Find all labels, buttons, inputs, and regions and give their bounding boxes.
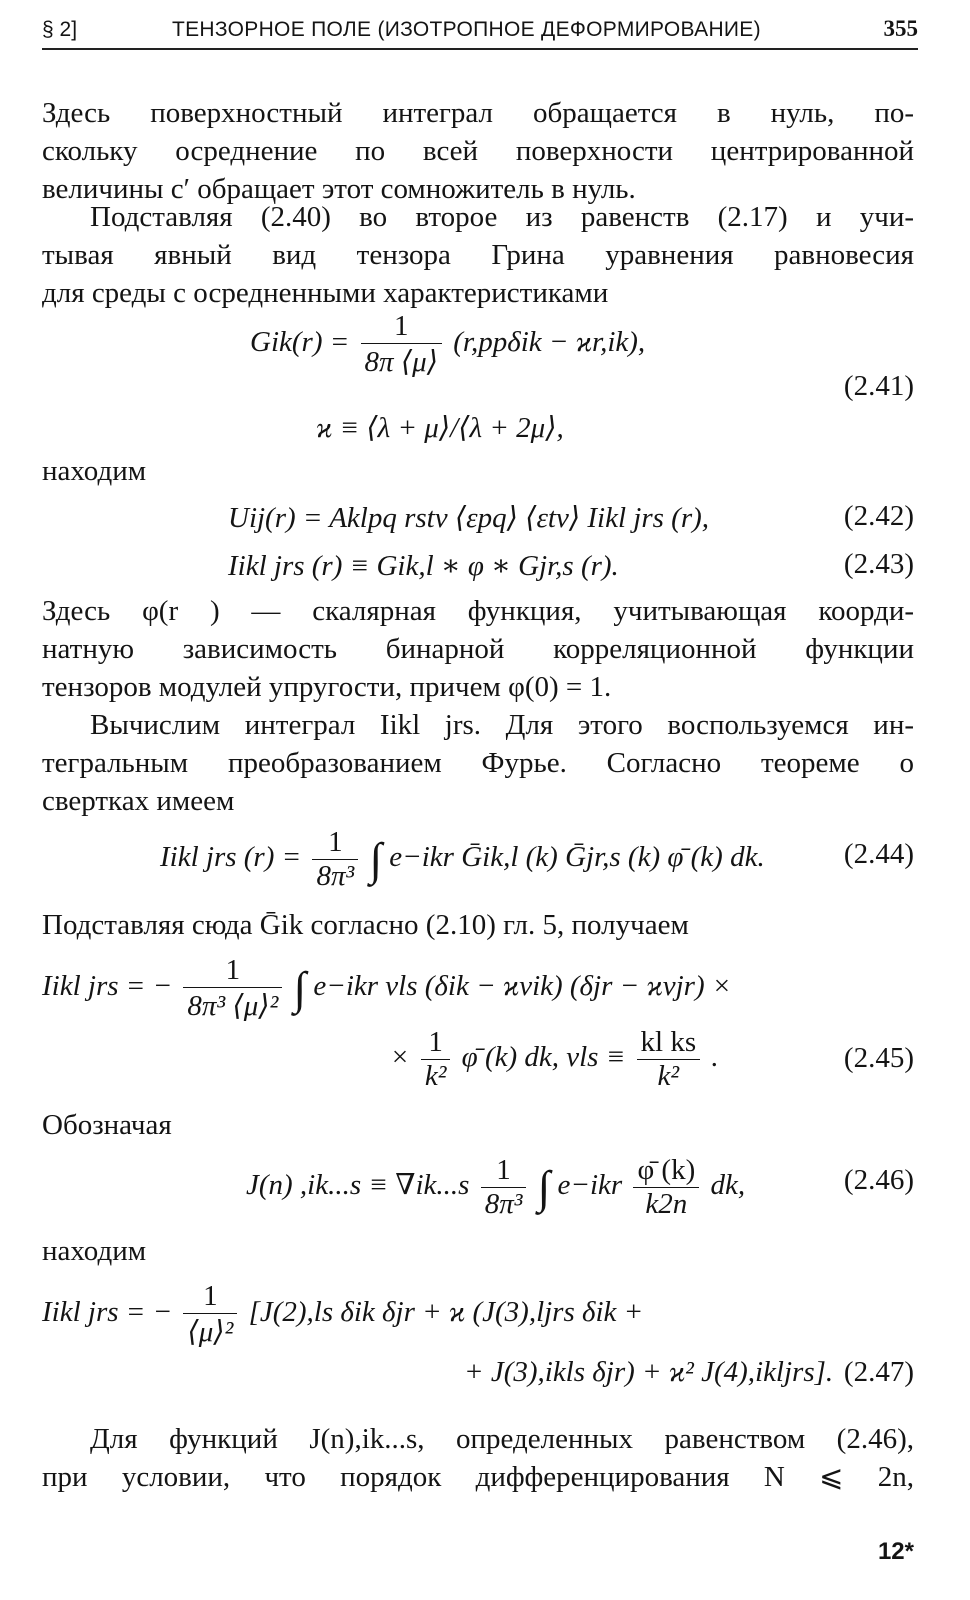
- eq245b-den1: k²: [424, 1060, 447, 1092]
- p4-line-3: свертках имеем: [42, 785, 235, 817]
- eq244-den: 8π³: [316, 860, 355, 892]
- p6-line-1: Для функций J(n),ik...s, определенных равенством (2.46),: [90, 1423, 914, 1455]
- p1-line-2: скольку осреднение по всей поверхности центрированной: [42, 135, 914, 167]
- p6-line-2: при условии, что порядок дифференцирования N ⩽ 2n,: [42, 1461, 914, 1493]
- eq247a-lhs: Iikl jrs = −: [42, 1296, 173, 1329]
- eq244-rhs: e−ikr Ḡik,l (k) Ḡjr,s (k) φ̄ (k) dk.: [389, 841, 765, 874]
- running-header: [42, 14, 918, 50]
- word-denoting: [42, 1106, 914, 1144]
- eqnum-2-44: (2.44): [843, 838, 914, 870]
- eq246-den2: k2n: [645, 1188, 688, 1220]
- eq244-lhs: Iikl jrs (r) =: [160, 841, 302, 874]
- p3-line-2: натную зависимость бинарной корреляционной функции: [42, 633, 914, 665]
- equation-2-45-line-1: [42, 954, 731, 1023]
- equation-2-42: Uij(r) = Aklpq rstv ⟨εpq⟩ ⟨εtv⟩ Iikl jrs (r),: [228, 502, 710, 534]
- eq245b-end: .: [711, 1041, 719, 1074]
- eq241a-rhs: (r,ppδik − ϰr,ik),: [453, 326, 646, 359]
- p4-line-2: тегральным преобразованием Фурье. Согласно теореме о: [42, 747, 914, 779]
- eq245b-fraction-2: [637, 1026, 701, 1093]
- p3-line-1: Здесь φ(r ) — скалярная функция, учитывающая коорди-: [42, 595, 914, 627]
- eq247a-num: 1: [183, 1280, 237, 1314]
- equation-2-43: Iikl jrs (r) ≡ Gik,l ∗ φ ∗ Gjr,s (r).: [228, 550, 619, 582]
- equation-2-45-line-2: [390, 1026, 719, 1093]
- eq244-fraction: [312, 826, 358, 893]
- paragraph-3: [42, 592, 914, 706]
- find-1-text: находим: [42, 455, 147, 487]
- eqnum-2-46: (2.46): [843, 1164, 914, 1196]
- equation-2-47-line-2: + J(3),ikls δjr) + ϰ² J(4),ikljrs].: [464, 1356, 834, 1388]
- paragraph-2: [42, 198, 914, 312]
- eq246-lhs: J(n) ,ik...s ≡ ∇ik...s: [246, 1169, 470, 1202]
- eq245a-den: 8π³ ⟨μ⟩²: [187, 990, 279, 1022]
- equation-2-41-green-tensor: [250, 310, 645, 379]
- p3-line-3: тензоров модулей упругости, причем φ(0) = 1.: [42, 671, 612, 703]
- equation-2-47-line-1: [42, 1280, 643, 1349]
- equation-2-41-kappa: ϰ ≡ ⟨λ + μ⟩/⟨λ + 2μ⟩,: [316, 412, 564, 444]
- eq245b-mid: φ̄ (k) dk, νls ≡: [461, 1041, 626, 1074]
- eq246-end: dk,: [710, 1169, 746, 1202]
- paragraph-1: [42, 94, 914, 208]
- word-find-2: [42, 1232, 914, 1270]
- eq245b-num1: 1: [421, 1026, 451, 1060]
- running-title: ТЕНЗОРНОЕ ПОЛЕ (ИЗОТРОПНОЕ ДЕФОРМИРОВАНИЕ): [172, 18, 761, 41]
- eq245a-num: 1: [183, 954, 282, 988]
- eqnum-2-42: (2.42): [843, 500, 914, 532]
- find-2-text: находим: [42, 1235, 147, 1267]
- eq241a-den: 8π ⟨μ⟩: [364, 346, 439, 378]
- eq247a-rhs: [J(2),ls δik δjr + ϰ (J(3),ljrs δik +: [248, 1296, 644, 1329]
- eq245b-pre: ×: [390, 1041, 410, 1074]
- integral-sign: ∫: [537, 1161, 551, 1213]
- p1-line-3: величины c′ обращает этот сомножитель в нуль.: [42, 173, 636, 205]
- eqnum-2-41: (2.41): [843, 370, 914, 402]
- eq241a-lhs: Gik(r) =: [250, 326, 350, 359]
- eqnum-2-43: (2.43): [843, 548, 914, 580]
- signature-mark: 12*: [877, 1538, 914, 1565]
- section-mark: § 2]: [42, 18, 78, 41]
- p5-line-1: Подставляя сюда Ḡik согласно (2.10) гл. 5, получаем: [42, 909, 689, 941]
- eq245a-lhs: Iikl jrs = −: [42, 970, 173, 1003]
- eq245b-num2: kl ks: [637, 1026, 701, 1060]
- p1-line-1: Здесь поверхностный интеграл обращается в нуль, по-: [42, 97, 914, 129]
- integral-sign: ∫: [293, 962, 307, 1014]
- denoting-text: Обозначая: [42, 1109, 172, 1141]
- eq244-num: 1: [312, 826, 358, 860]
- eq245b-fraction-1: [421, 1026, 451, 1093]
- equation-2-46: [246, 1154, 745, 1221]
- eq247a-den: ⟨μ⟩²: [187, 1316, 234, 1348]
- eq246-fraction-2: [633, 1154, 699, 1221]
- eq241a-fraction: [361, 310, 442, 379]
- eqnum-2-45: (2.45): [843, 1042, 914, 1074]
- eq245a-rhs: e−ikr νls (δik − ϰνik) (δjr − ϰνjr) ×: [313, 970, 732, 1003]
- eqnum-2-47: (2.47): [843, 1356, 914, 1388]
- eq241a-num: 1: [361, 310, 442, 344]
- p2-line-1: Подставляя (2.40) во второе из равенств (2.17) и учи-: [90, 201, 914, 233]
- p2-line-3: для среды с осредненными характеристиками: [42, 277, 609, 309]
- paragraph-6: [42, 1420, 914, 1496]
- eq246-num: 1: [481, 1154, 527, 1188]
- eq245b-den2: k²: [657, 1060, 680, 1092]
- eq246-num2: φ̄ (k): [633, 1154, 699, 1188]
- eq246-den: 8π³: [484, 1188, 523, 1220]
- eq246-exp: e−ikr: [557, 1169, 623, 1202]
- paragraph-5: [42, 906, 914, 944]
- page-number: 355: [883, 16, 918, 41]
- paragraph-4: [42, 706, 914, 820]
- eq247a-fraction: [183, 1280, 237, 1349]
- integral-sign: ∫: [369, 833, 383, 885]
- equation-2-44: [160, 826, 765, 893]
- eq246-fraction-1: [481, 1154, 527, 1221]
- eq245a-fraction: [183, 954, 282, 1023]
- word-find-1: [42, 452, 914, 490]
- p4-line-1: Вычислим интеграл Iikl jrs. Для этого воспользуемся ин-: [90, 709, 914, 741]
- p2-line-2: тывая явный вид тензора Грина уравнения равновесия: [42, 239, 914, 271]
